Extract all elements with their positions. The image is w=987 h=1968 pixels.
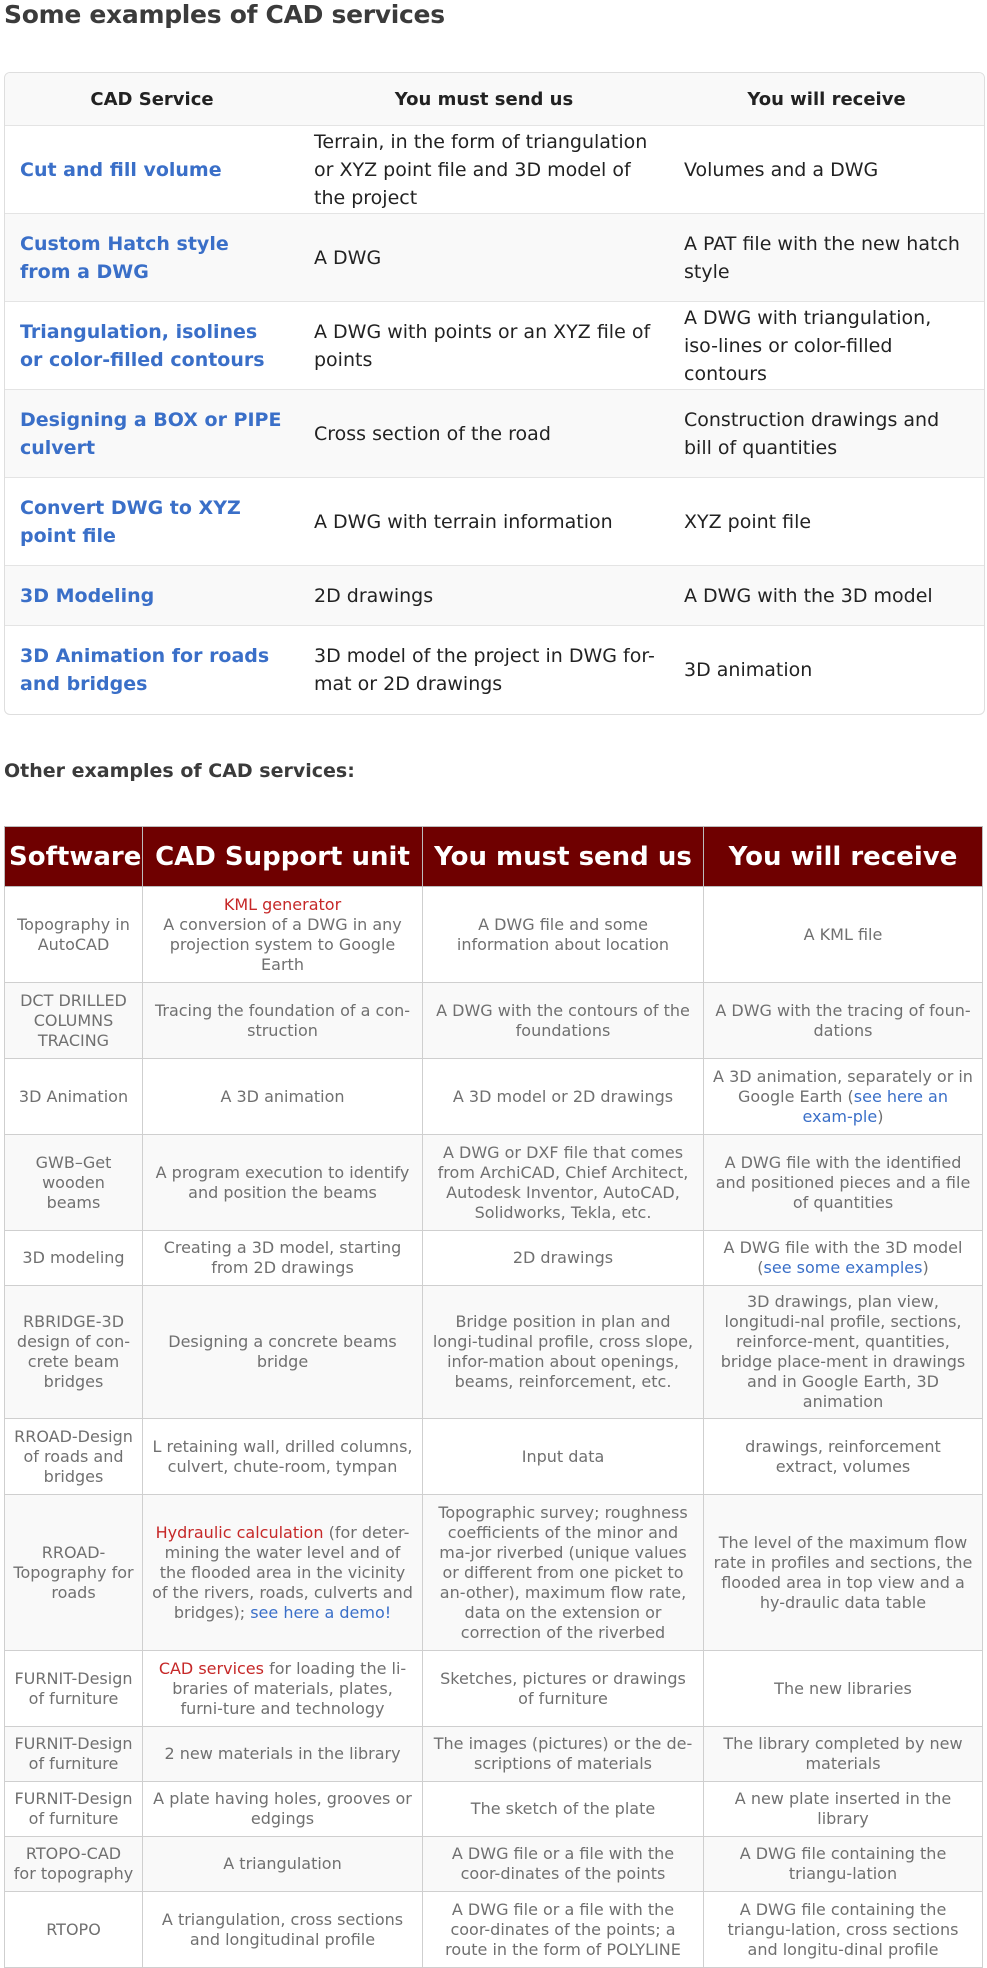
header-cad-service: CAD Service [5,73,299,126]
software-link[interactable]: RROAD-Topography for roads [5,1495,143,1651]
send-cell: A DWG with points or an XYZ file of points [299,302,669,390]
send-cell: The sketch of the plate [423,1782,704,1837]
software-link[interactable]: Topography in AutoCAD [5,887,143,983]
unit-cell: Designing a concrete beams bridge [143,1286,423,1419]
service-link[interactable]: 3D Modeling [5,566,299,626]
send-cell: Cross section of the road [299,390,669,478]
receive-cell: XYZ point file [669,478,984,566]
send-cell: 3D model of the project in DWG for-mat or 2D drawings [299,626,669,714]
software-cell: RTOPO [5,1892,143,1968]
table-row [5,1419,983,1495]
software-cell: FURNIT-Design of furniture [5,1782,143,1837]
send-cell: Topographic survey; roughness coefficients of the minor and ma-jor riverbed (unique values or different from one picket to an-other), maximum flow rate, data on the extension or correction of the riverbed [423,1495,704,1651]
receive-cell: Construction drawings and bill of quantities [669,390,984,478]
software-link[interactable]: FURNIT-Design of furniture [5,1651,143,1727]
unit-cell: L retaining wall, drilled columns, culvert, chute-room, tympan [143,1419,423,1495]
table-row [5,302,984,390]
send-cell: A 3D model or 2D drawings [423,1059,704,1135]
unit-cell: A plate having holes, grooves or edgings [143,1782,423,1837]
receive-cell: 3D animation [669,626,984,714]
header-cad-support-unit: CAD Support unit [143,827,423,887]
receive-cell: A PAT file with the new hatch style [669,214,984,302]
cad-services-link[interactable]: CAD services [158,1658,264,1678]
table-row [5,214,984,302]
unit-cell [143,887,423,983]
receive-cell: 3D drawings, plan view, longitudi-nal profile, sections, reinforce-ment, quantities, bridge place-ment in drawings and in Google Earth, 3D animation [704,1286,983,1419]
send-cell: A DWG or DXF file that comes from ArchiCAD, Chief Architect, Autodesk Inventor, AutoCAD, Solidworks, Tekla, etc. [423,1135,704,1231]
service-link[interactable]: 3D Animation for roads and bridges [5,626,299,714]
receive-cell: A DWG with the tracing of foun-dations [704,983,983,1059]
receive-cell: A DWG file with the identified and positioned pieces and a file of quantities [704,1135,983,1231]
table-row [5,1135,983,1231]
service-link[interactable]: Triangulation, isolines or color-filled contours [5,302,299,390]
table-row [5,1286,983,1419]
table-row [5,390,984,478]
table-row [5,1059,983,1135]
unit-cell: Creating a 3D model, starting from 2D drawings [143,1231,423,1286]
table-row [5,1727,983,1782]
table-header-row [5,827,983,887]
receive-cell: A KML file [704,887,983,983]
service-link[interactable]: Custom Hatch style from a DWG [5,214,299,302]
table-row [5,1231,983,1286]
header-software: Software [5,827,143,887]
receive-cell: The new libraries [704,1651,983,1727]
table-row [5,1782,983,1837]
send-cell: 2D drawings [423,1231,704,1286]
unit-text: for loading the li-braries of materials, plates, furni-ture and technology [172,1658,407,1718]
page-heading: Some examples of CAD services [4,0,445,29]
header-you-must-send: You must send us [299,73,669,126]
software-cell: 3D modeling [5,1231,143,1286]
unit-text: (for deter-mining the water level and of the flooded area in the vicinity of the rivers, roads, culverts and bridges); [152,1522,413,1622]
software-link[interactable]: GWB–Get wooden beams [5,1135,143,1231]
table-row [5,626,984,714]
receive-cell [704,1231,983,1286]
send-cell: Bridge position in plan and longi-tudinal profile, cross slope, infor-mation about openings, beams, reinforcement, etc. [423,1286,704,1419]
send-cell: 2D drawings [299,566,669,626]
send-cell: Terrain, in the form of triangulation or XYZ point file and 3D model of the project [299,126,669,214]
receive-cell: The level of the maximum flow rate in profiles and sections, the flooded area in top view and a hy-draulic data table [704,1495,983,1651]
receive-cell: A DWG file containing the triangu-lation, cross sections and longitu-dinal profile [704,1892,983,1968]
service-link[interactable]: Designing a BOX or PIPE culvert [5,390,299,478]
table-row [5,1837,983,1892]
demo-link[interactable]: see here a demo! [250,1602,392,1622]
table-row [5,1651,983,1727]
software-link[interactable]: 3D Animation [5,1059,143,1135]
receive-cell: Volumes and a DWG [669,126,984,214]
send-cell: Sketches, pictures or drawings of furniture [423,1651,704,1727]
unit-cell [143,1651,423,1727]
receive-cell: drawings, reinforcement extract, volumes [704,1419,983,1495]
table-row [5,478,984,566]
hydraulic-calculation-link[interactable]: Hydraulic calculation [155,1522,324,1542]
unit-cell: A 3D animation [143,1059,423,1135]
header-you-will-receive: You will receive [704,827,983,887]
send-cell: A DWG with terrain information [299,478,669,566]
other-services-table [4,826,983,1968]
other-examples-heading: Other examples of CAD services: [4,760,355,782]
unit-cell: A program execution to identify and position the beams [143,1135,423,1231]
receive-cell [704,1059,983,1135]
receive-cell: A DWG with the 3D model [669,566,984,626]
send-cell: A DWG with the contours of the foundations [423,983,704,1059]
send-cell: A DWG file or a file with the coor-dinates of the points [423,1837,704,1892]
table-header-row [5,73,984,126]
table-row [5,1495,983,1651]
table-row [5,1892,983,1968]
table-row [5,566,984,626]
kml-generator-link[interactable]: KML generator [223,894,342,914]
examples-link[interactable]: see some examples [763,1258,923,1277]
receive-cell: A DWG file containing the triangu-lation [704,1837,983,1892]
table-row [5,983,983,1059]
send-cell: A DWG [299,214,669,302]
send-cell: Input data [423,1419,704,1495]
example-link[interactable]: see here an exam-ple [802,1086,948,1126]
receive-text: A DWG file with the 3D model ( [723,1238,963,1277]
table-row [5,126,984,214]
software-link[interactable]: RROAD-Design of roads and bridges [5,1419,143,1495]
table-row [5,887,983,983]
receive-cell: The library completed by new materials [704,1727,983,1782]
software-link[interactable]: RBRIDGE-3D design of con-crete beam bridges [5,1286,143,1419]
unit-cell [143,1495,423,1651]
unit-cell: A triangulation [143,1837,423,1892]
receive-cell: A new plate inserted in the library [704,1782,983,1837]
send-cell: A DWG file or a file with the coor-dinates of the points; a route in the form of POLYLINE [423,1892,704,1968]
unit-cell: A triangulation, cross sections and longitudinal profile [143,1892,423,1968]
service-link[interactable]: Cut and fill volume [5,126,299,214]
unit-cell: Tracing the foundation of a con-struction [143,983,423,1059]
cad-services-table [4,72,985,715]
send-cell: The images (pictures) or the de-scriptions of materials [423,1727,704,1782]
receive-text-after: ) [877,1106,884,1126]
unit-cell: 2 new materials in the library [143,1727,423,1782]
service-link[interactable]: Convert DWG to XYZ point file [5,478,299,566]
receive-cell: A DWG with triangulation, iso-lines or color-filled contours [669,302,984,390]
software-link[interactable]: DCT DRILLED COLUMNS TRACING [5,983,143,1059]
header-you-must-send: You must send us [423,827,704,887]
software-cell: FURNIT-Design of furniture [5,1727,143,1782]
receive-text-after: ) [922,1258,929,1277]
send-cell: A DWG file and some information about location [423,887,704,983]
header-you-will-receive: You will receive [669,73,984,126]
unit-text: A conversion of a DWG in any projection system to Google Earth [163,914,402,974]
receive-text: A 3D animation, separately or in Google Earth ( [713,1066,973,1106]
software-link[interactable]: RTOPO-CAD for topography [5,1837,143,1892]
